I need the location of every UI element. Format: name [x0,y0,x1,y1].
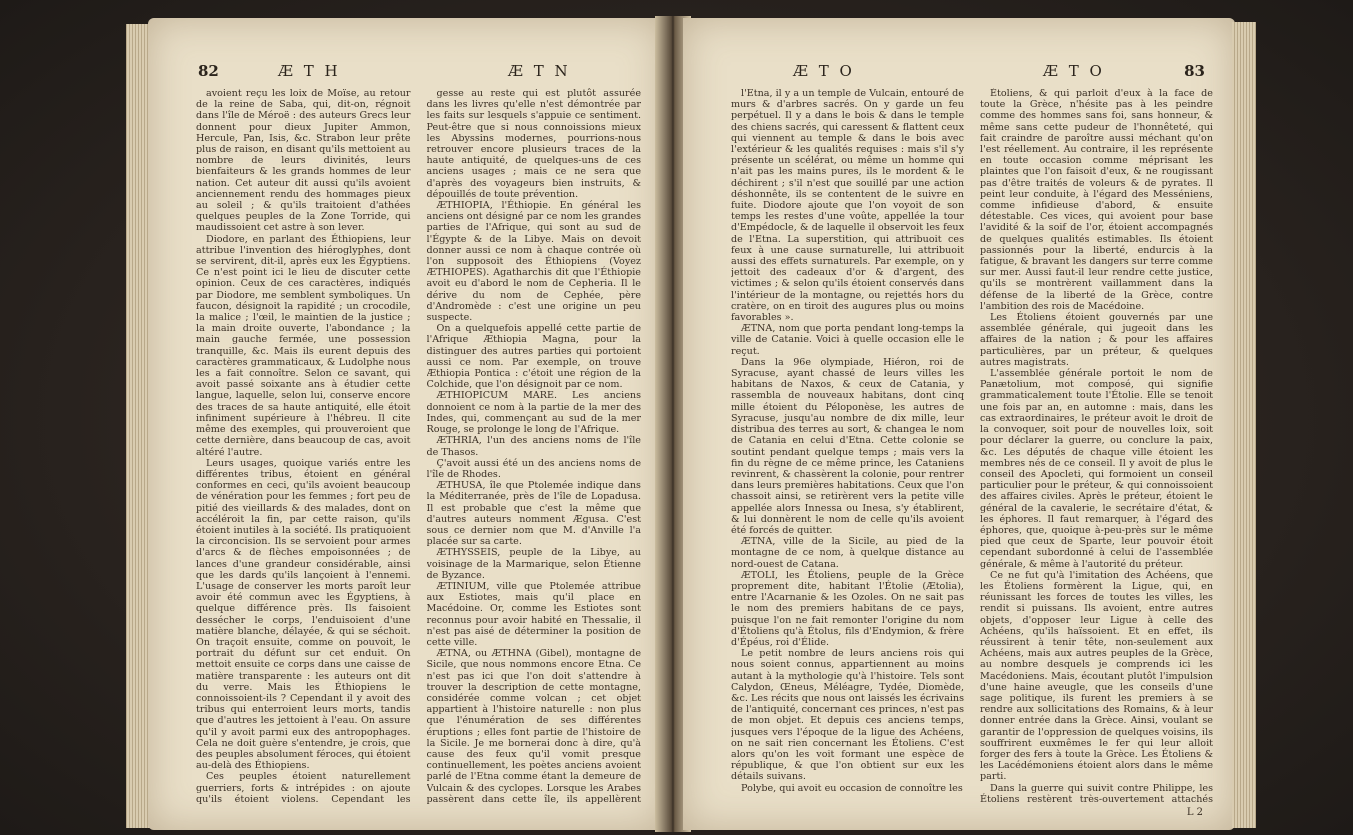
running-head: Æ T O [1043,62,1105,80]
text-column [731,88,964,804]
left-page [148,18,663,830]
right-page-header [733,62,1205,82]
running-head: Æ T N [508,62,571,80]
right-page [683,18,1235,830]
paragraph: Dans la 96e olympiade, Hiéron, roi de Syracuse, ayant chassé de leurs villes les habitans de Naxos, & ceux de Catania, y rassembla de nouveaux habitans, dont cinq mille étoient du Péloponèse, les autres de Syracuse, jusqu'au nombre de dix mille, leur distribua des terres au sort, & changea le nom de Catania en celui d'Etna. Cette colonie se soutint pendant quelque temps ; mais vers la fin du règne de ce même prince, les Cataniens revinrent, & chassèrent la colonie, pour rentrer dans leurs premières habitations. Ceux que l'on chassoit ainsi, se retirèrent vers la petite ville appellée alors Innessa ou Inesa, s'y établirent, & lui donnèrent le nom de celle qu'ils avoient été forcés de quitter. [731,356,964,536]
paragraph: Polybe, qui avoit eu occasion de connoître les [741,782,963,794]
running-head: Æ T O [793,62,855,80]
paragraph: ÆTHUSA, île que Ptolemée indique dans la Méditerranée, près de l'île de Lopadusa. Il est probable que c'est la même que d'autres auteurs nomment Ægusa. C'est sous ce dernier nom que M. d'Anville l'a placée sur sa carte. [426,480,641,548]
paragraph: L'assemblée générale portoit le nom de Panætolium, mot composé, qui signifie grammaticalement toute l'Étolie. Elle se tenoit une fois par an, en automne : mais, dans les cas extraordinaires, le préteur avoit le droit de la convoquer, soit pour de nouvelles loix, soit pour déclarer la guerre, ou conclure la paix, &c. Les députés de chaque ville étoient les membres nés de ce conseil. Il y avoit de plus le conseil des Apocleti, qui formoient un conseil particulier pour le préteur, & qui connoissoient des affaires civiles. Après le préteur, étoient le général de la cavalerie, le secrétaire d'état, & les éphores. Il faut remarquer, à l'égard des éphores, que, quoique à-peu-près sur le même pied que ceux de Sparte, leur pouvoir étoit cependant subordonné à celui de l'assemblée générale, & même à l'autorité du préteur. [980,368,1213,570]
paragraph: ÆTOLI, les Étoliens, peuple de la Grèce proprement dite, habitant l'Étolie (Ætolia), entre l'Acarnanie & les Ozoles. On ne sait pas le nom des premiers habitans de ce pays, puisque l'on ne fait remonter l'origine du nom d'Étoliens qu'à Étolus, fils d'Endymion, & frère d'Épéus, roi d'Élide. [731,569,964,648]
running-head: Æ T H [278,62,341,80]
page-edges-right [1232,22,1256,828]
paragraph: ÆTNA, ou ÆTHNA (Gibel), montagne de Sicile, que nous nommons encore Etna. Ce n'est pas ici que l'on doit s'attendre à trouver la description de cette montagne, considérée comme volcan ; cet objet appartient à l'histoire naturelle : non plus que l'énumération de ses différentes éruptions ; elles font partie de l'histoire de la Sicile. Je me bornerai donc à dire, qu'à cause des feux qu'il vomit presque continuellement, les poètes anciens avoient parlé de l'Etna comme étant la demeure de Vulcain & des cyclopes. Lorsque les Arabes passèrent dans cette île, ils appellèrent [426,648,641,804]
paragraph: ÆTNA, nom que porta pendant long-temps la ville de Catanie. Voici à quelle occasion elle le reçut. [731,323,964,357]
paragraph: Les Étoliens étoient gouvernés par une assemblée générale, qui jugeoit dans les affaires de la nation ; & pour les affaires particulières, par un préteur, & quelques autres magistrats. [980,312,1213,368]
signature-mark: L 2 [1186,807,1203,818]
right-page-columns [731,88,1213,804]
paragraph: ÆTNA, ville de la Sicile, au pied de la montagne de ce nom, à quelque distance au nord-ouest de Catana. [731,536,964,570]
page-number: 82 [198,62,219,80]
paragraph: Ç'avoit aussi été un des anciens noms de l'île de Rhodes. [426,457,641,480]
paragraph: gesse au reste qui est plutôt assurée dans les livres qu'elle n'est démontrée par les faits sur lesquels s'appuie ce sentiment. Peut-être que si nous connoissions mieux les Abyssins modernes, pourrions-nous retrouver encore plusieurs traces de la haute antiquité, de quelques-uns de ces anciens usages ; mais ce ne sera que d'après des voyageurs bien instruits, & dépouillés de toute prévention. [426,88,641,200]
left-page-columns [196,88,641,804]
left-page-header [198,62,633,82]
paragraph: On a quelquefois appellé cette partie de l'Afrique Æthiopia Magna, pour la distinguer des autres parties qui portoient aussi ce nom. Par exemple, on trouve Æthiopia Pontica : c'étoit une région de la Colchide, que l'on désignoit par ce nom. [426,323,641,391]
paragraph: Diodore, en parlant des Éthiopiens, leur attribue l'invention des hiéroglyphes, dont se servirent, dit-il, après eux les Égyptiens. Ce n'est point ici le lieu de discuter cette opinion. Ceux de ces caractères, indiqués par Diodore, me semblent symboliques. Un faucon, désignoit la rapidité ; un crocodile, la malice ; l'œil, le maintien de la justice ; la main droite ouverte, l'abondance ; la main gauche fermée, une possession tranquille, &c. Mais ils eurent depuis des caractères grammaticaux, & Ludolphe nous les a fait connoître. Selon ce savant, qui avoit passé soixante ans à étudier cette langue, laquelle, selon lui, conserve encore des traces de sa haute antiquité, elle étoit infiniment supérieure à l'hébreu. Il cite même des exemples, qui prouveroient que cette dernière, dans beaucoup de cas, avoit altéré l'autre. [196,233,411,458]
paragraph: ÆTHRIA, l'un des anciens noms de l'île de Thasos. [426,435,641,458]
text-column [980,88,1213,804]
paragraph: ÆTHYSSEIS, peuple de la Libye, au voisinage de la Marmarique, selon Étienne de Byzance. [426,547,641,581]
paragraph: avoient reçu les loix de Moïse, au retour de la reine de Saba, qui, dit-on, régnoit dans l'île de Méroë : des auteurs Grecs leur donnent pour dieux Jupiter Ammon, Hercule, Pan, Isis, &c. Strabon leur prête plus de raison, en disant qu'ils mettoient au nombre de leurs divinités, leurs bienfaiteurs & les grands hommes de leur nation. Cet auteur dit aussi qu'ils avoient anciennement rendu des hommages pieux au soleil ; & qu'ils traitoient d'athées quelques peuples de la Zone Torride, qui maudissoient cet astre à son lever. [196,88,411,234]
paragraph: ÆTHIOPICUM MARE. Les anciens donnoient ce nom à la partie de la mer des Indes, qui, commençant au sud de la mer Rouge, se prolonge le long de l'Afrique. [426,390,641,436]
text-column [196,88,411,804]
paragraph: ÆTHIOPIA, l'Éthiopie. En général les anciens ont désigné par ce nom les grandes parties de l'Afrique, qui sont au sud de l'Égypte & de la Libye. Mais on devoit donner aussi ce nom à chaque contrée où l'on supposoit des Éthiopiens (Voyez ÆTHIOPES). Agatharchis dit que l'Éthiopie avoit eu d'abord le nom de Cepheria. Il le dérive du nom de Cephée, père d'Andromède : c'est une origine un peu suspecte. [426,200,641,324]
text-column [427,88,642,804]
paragraph: Dans la guerre qui suivit contre Philippe, les Étoliens restèrent très-ouvertement attachés [980,782,1213,804]
paragraph: ÆTINIUM, ville que Ptolemée attribue aux Estiotes, mais qu'il place en Macédoine. Or, comme les Estiotes sont reconnus pour avoir habité en Thessalie, il n'est pas aisé de déterminer la position de cette ville. [426,580,641,648]
paragraph: Le petit nombre de leurs anciens rois qui nous soient connus, appartiennent au moins autant à la mythologie qu'à l'histoire. Tels sont Calydon, Œneus, Méléagre, Tydée, Diomède, &c. Les récits que nous ont laissés les écrivains de l'antiquité, concernant ces princes, n'est pas de mon objet. Et depuis ces anciens temps, jusques vers l'époque de la ligue des Achéens, on ne sait rien concernant les Étoliens. C'est alors qu'on les voit formant une espèce de république, & que l'on obtient sur eux les détails suivans. [731,648,964,783]
paragraph: Étoliens, & qui parloit d'eux à la face de toute la Grèce, n'hésite pas à les peindre comme des hommes sans foi, sans honneur, & même sans cette pudeur de l'honnêteté, qui fait craindre de paroître aussi méchant qu'on l'est réellement. Au contraire, il les représente en toute occasion comme méprisant les plaintes que l'on faisoit d'eux, & ne rougissant pas d'être traités de voleurs & de pyrates. Il peint leur conduite, à l'égard des Messéniens, comme infidieuse d'abord, & ensuite détestable. Ces vices, qui avoient pour base l'avidité & la soif de l'or, étoient accompagnés de quelques qualités estimables. Ils étoient passionnés pour la liberté, endurcis à la fatigue, & bravant les dangers sur terre comme sur mer. Aussi faut-il leur rendre cette justice, qu'ils se montrèrent vaillamment dans la défense de la liberté de la Grèce, contre l'ambition des rois de Macédoine. [980,88,1213,312]
paragraph: Leurs usages, quoique variés entre les différentes tribus, étoient en général conformes en ceci, qu'ils avoient beaucoup de vénération pour les femmes ; fort peu de pitié des vieillards & des malades, dont on accéléroit la fin, par cette raison, qu'ils étoient inutiles à la société. Ils pratiquoient la circoncision. Ils se servoient pour armes d'arcs & de flèches empoisonnées ; de lances d'une grandeur considérable, ainsi que les dards qu'ils lançoient à l'ennemi. L'usage de conserver les morts paroît leur avoir été commun avec les Égyptiens, à quelque différence près. Ils faisoient dessécher le corps, l'enduisoient d'une matière blanche, délayée, & qui se séchoit. On traçoit ensuite, comme on pouvoit, le portrait du défunt sur cet enduit. On mettoit ensuite ce corps dans une caisse de matière transparente : les auteurs ont dit du verre. Mais les Éthiopiens le connoissoient-ils ? Cependant il y avoit des tribus qui enterroient leurs morts, tandis que d'autres les jettoient à l'eau. On assure qu'il y avoit parmi eux des antropophages. Cela ne doit guère s'entendre, je crois, que des peuples absolument féroces, qui étoient au-delà des Éthiopiens. [196,457,411,772]
paragraph: Ces peuples étoient naturellement guerriers, forts & intrépides : on ajoute qu'ils étoient violens. Cependant les [196,771,411,804]
page-number: 83 [1184,62,1205,80]
page-edges-left [126,24,150,828]
paragraph: l'Etna, il y a un temple de Vulcain, entouré de murs & d'arbres sacrés. On y garde un feu perpétuel. Il y a dans le bois & dans le temple des chiens sacrés, qui caressent & flattent ceux qui viennent au temple & dans le bois avec l'extérieur & les qualités requises : mais s'il s'y présente un scélérat, ou même un homme qui n'ait pas les mains pures, ils le mordent & le déchirent ; s'il n'est que souillé par une action déshonnête, ils se contentent de le suivre en fuite. Diodore ajoute que l'on voyoit de son temps les restes d'une voûte, appellée la tour d'Empédocle, & de laquelle il observoit les feux de l'Etna. La superstition, qui attribuoit ces feux à une cause surnaturelle, lui attribuoit aussi des effets surnaturels. Par exemple, on y jettoit des cadeaux d'or & d'argent, des victimes ; & selon qu'ils étoient conservés dans l'intérieur de la montagne, ou rejettés hors du cratère, on en tiroit des augures plus ou moins favorables ». [731,88,964,324]
paragraph: Ce ne fut qu'à l'imitation des Achéens, que les Étoliens formèrent la Ligue, qui, en réunissant les forces de toutes les villes, les rendit si puissans. Ils avoient, entre autres objets, d'opposer leur Ligue à celle des Achéens, qu'ils haïssoient. Et en effet, ils réussirent à tenir tête, non-seulement aux Achéens, mais aux autres peuples de la Grèce, au nombre desquels je comprends ici les Macédoniens. Mais, écoutant plutôt l'impulsion d'une haine aveugle, que les conseils d'une sage politique, ils furent les premiers à se rendre aux sollicitations des Romains, & à leur donner entrée dans la Grèce. Ainsi, voulant se garantir de l'oppression de quelques voisins, ils souffrirent euxmêmes le fer qui leur alloit forger des fers à toute la Grèce. Les Étoliens & les Lacédémoniens étoient alors dans le même parti. [980,569,1213,783]
